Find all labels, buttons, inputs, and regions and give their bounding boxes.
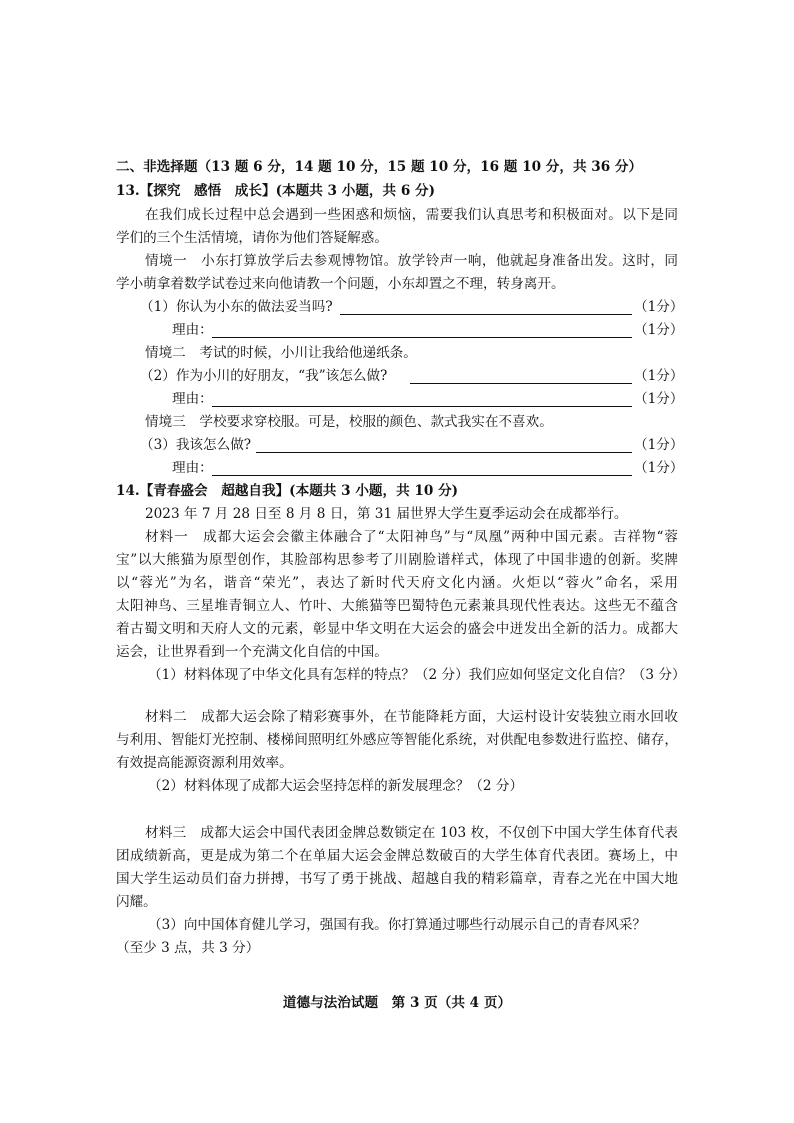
scenario-3: 情境三 学校要求穿校服。可是，校服的颜色、款式我实在不喜欢。 — [145, 414, 553, 430]
answer-blank-13-1[interactable] — [340, 314, 632, 315]
question-14-3-line-1: （3）向中国体育健儿学习，强国有我。你打算通过哪些行动展示自己的青春风采？ — [148, 917, 647, 933]
scenario-2: 情境二 考试的时候，小川让我给他递纸条。 — [145, 345, 417, 361]
material-3-line-3: 国大学生运动员们奋力拼搏，书写了勇于挑战、超越自我的精彩篇章，青春之光在中国大地 — [116, 871, 678, 887]
material-1-line-2: 宝”以大熊猫为原型创作，其脸部构思参考了川剧脸谱样式，体现了中国非遗的创新。奖牌 — [116, 552, 678, 568]
reason-blank-13-1[interactable] — [212, 337, 632, 338]
q14-heading: 14.【青春盛会 超越自我】(本题共 3 小题，共 10 分) — [116, 483, 459, 499]
q14-intro: 2023 年 7 月 28 日至 8 月 8 日，第 31 届世界大学生夏季运动会在成都举行。 — [145, 506, 628, 522]
reason-score-13-1: （1分） — [634, 322, 684, 338]
reason-label-1: 理由： — [172, 322, 213, 338]
reason-score-13-2: （1分） — [634, 391, 684, 407]
material-3-line-1: 材料三 成都大运会中国代表团金牌总数锁定在 103 枚，不仅创下中国大学生体育代表 — [145, 825, 678, 841]
material-2-line-3: 有效提高能源资源利用效率。 — [116, 755, 293, 771]
reason-row-2 — [0, 390, 794, 410]
question-14-2: （2）材料体现了成都大运会坚持怎样的新发展理念？（2 分） — [148, 778, 524, 794]
question-13-2: （2）作为小川的好朋友，“我”该怎么做? — [140, 368, 388, 384]
material-2-line-2: 与利用、智能灯光控制、楼梯间照明红外感应等智能化系统，对供配电参数进行监控、储存， — [116, 732, 678, 748]
answer-row-1 — [0, 298, 794, 318]
question-14-3-line-2: （至少 3 点，共 3 分） — [116, 940, 260, 956]
score-13-2: （1分） — [634, 368, 684, 384]
answer-row-2 — [0, 367, 794, 387]
answer-blank-13-2[interactable] — [410, 383, 632, 384]
score-13-1: （1分） — [634, 299, 684, 315]
scenario-1-line-2: 学小萌拿着数学试卷过来向他请教一个问题，小东却置之不理，转身离开。 — [116, 276, 565, 292]
reason-row-1 — [0, 321, 794, 341]
reason-blank-13-2[interactable] — [212, 406, 632, 407]
q13-heading: 13.【探究 感悟 成长】(本题共 3 小题，共 6 分) — [116, 183, 436, 199]
answer-blank-13-3[interactable] — [256, 452, 632, 453]
material-3-line-4: 闪耀。 — [116, 894, 157, 910]
scenario-1-line-1: 情境一 小东打算放学后去参观博物馆。放学铃声一响，他就起身准备出发。这时，同 — [145, 253, 678, 269]
question-14-1: （1）材料体现了中华文化具有怎样的特点？（2 分）我们应如何坚定文化自信？（3 分） — [148, 667, 686, 683]
question-13-3: （3）我该怎么做? — [140, 437, 252, 453]
material-1-line-6: 运会，让世界看到一个充满文化自信的中国。 — [116, 644, 388, 660]
material-1-line-5: 着古蜀文明和天府人文的元素，彰显中华文明在大运会的盛会中迸发出全新的活力。成都大 — [116, 621, 678, 637]
material-1-line-3: 以“蓉光”为名，谐音“荣光”，表达了新时代天府文化内涵。火炬以“蓉火”命名，采用 — [116, 575, 678, 591]
reason-row-3 — [0, 459, 794, 479]
reason-score-13-3: （1分） — [634, 460, 684, 476]
question-13-1: （1）你认为小东的做法妥当吗? — [140, 299, 333, 315]
q13-intro-line-2: 学们的三个生活情境，请你为他们答疑解惑。 — [116, 230, 388, 246]
material-3-line-2: 团成绩新高，更是成为第二个在单届大运会金牌总数破百的大学生体育代表团。赛场上，中 — [116, 848, 678, 864]
material-2-line-1: 材料二 成都大运会除了精彩赛事外，在节能降耗方面，大运村设计安装独立雨水回收 — [145, 709, 678, 725]
reason-label-3: 理由： — [172, 460, 213, 476]
material-1-line-4: 太阳神鸟、三星堆青铜立人、竹叶、大熊猫等巴蜀特色元素兼具现代性表达。这些无不蕴含 — [116, 598, 678, 614]
reason-label-2: 理由： — [172, 391, 213, 407]
answer-row-3 — [0, 436, 794, 456]
score-13-3: （1分） — [634, 437, 684, 453]
material-1-line-1: 材料一 成都大运会会徽主体融合了“太阳神鸟”与“凤凰”两种中国元素。吉祥物“蓉 — [145, 529, 678, 545]
reason-blank-13-3[interactable] — [212, 475, 632, 476]
q13-intro-line-1: 在我们成长过程中总会遇到一些困惑和烦恼，需要我们认真思考和积极面对。以下是同 — [145, 207, 678, 223]
page-footer: 道德与法治试题 第 3 页（共 4 页） — [282, 995, 512, 1011]
section-heading: 二、非选择题（13 题 6 分，14 题 10 分，15 题 10 分，16 题 10 分，共 36 分） — [116, 159, 643, 175]
